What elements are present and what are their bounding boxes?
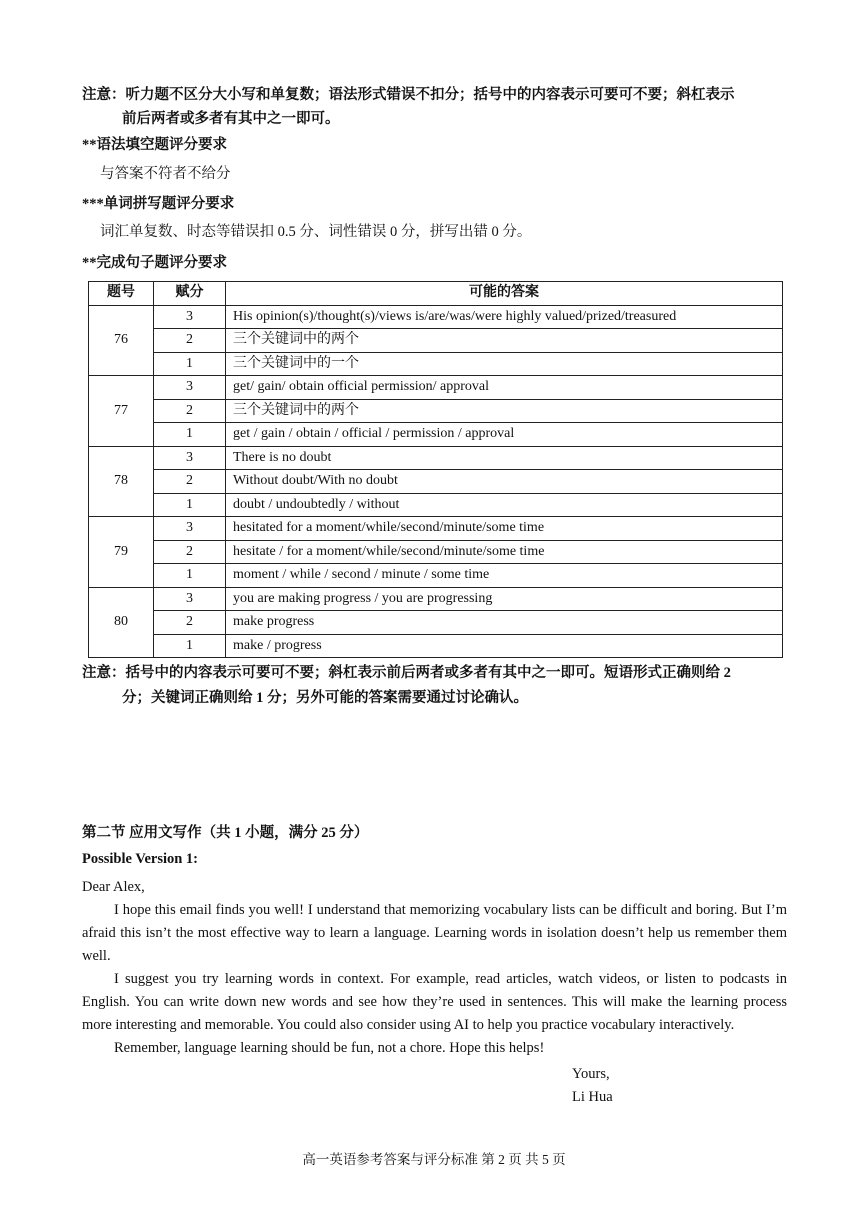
answer-cell: moment / while / second / minute / some time (226, 564, 783, 588)
question-number: 80 (89, 587, 154, 658)
answer-cell: There is no doubt (226, 446, 783, 470)
sample-letter (82, 851, 787, 1060)
completion-note (82, 661, 787, 711)
score-cell: 3 (154, 587, 226, 611)
score-cell: 2 (154, 611, 226, 635)
letter-closing: Yours, (572, 1066, 610, 1082)
answer-cell: make / progress (226, 634, 783, 658)
letter-paragraph: I suggest you try learning words in context. For example, read articles, watch videos, or listen to podcasts in English. You can write down new words and see how they’re used in sentences. This will make the learning process more interesting and memorable. You could also consider using AI to help you practice vocabulary interactively. (82, 971, 787, 1033)
answer-cell: you are making progress / you are progressing (226, 587, 783, 611)
answer-cell: doubt / undoubtedly / without (226, 493, 783, 517)
letter-greeting: Dear Alex, (82, 879, 145, 895)
completion-note-line-1: 注意：括号中的内容表示可要可不要；斜杠表示前后两者或多者有其中之一即可。短语形式正确则给 2 (82, 665, 731, 681)
answer-cell: His opinion(s)/thought(s)/views is/are/was/were highly valued/prized/treasured (226, 305, 783, 329)
question-number: 76 (89, 305, 154, 376)
table-row (89, 399, 783, 423)
version-label: Possible Version 1: (82, 851, 199, 867)
letter-paragraph: I hope this email finds you well! I understand that memorizing vocabulary lists can be difficult and boring. But I’m afraid this isn’t the most effective way to learn a language. Learning words in isolation doesn’t help us remember them well. (82, 902, 787, 964)
listening-note (82, 83, 792, 131)
score-cell: 3 (154, 376, 226, 400)
question-number: 78 (89, 446, 154, 517)
answer-table (88, 281, 783, 658)
completion-title: **完成句子题评分要求 (82, 255, 227, 271)
header-score: 赋分 (154, 282, 226, 306)
table-row (89, 305, 783, 329)
answer-cell: 三个关键词中的一个 (226, 352, 783, 376)
completion-note-line-2: 分；关键词正确则给 1 分；另外可能的答案需要通过讨论确认。 (122, 690, 528, 706)
score-cell: 2 (154, 470, 226, 494)
header-number: 题号 (89, 282, 154, 306)
answer-cell: get / gain / obtain / official / permission / approval (226, 423, 783, 447)
table-row (89, 423, 783, 447)
answer-cell: hesitated for a moment/while/second/minute/some time (226, 517, 783, 541)
grammar-title: **语法填空题评分要求 (82, 137, 227, 153)
answer-cell: get/ gain/ obtain official permission/ approval (226, 376, 783, 400)
score-cell: 1 (154, 423, 226, 447)
table-row (89, 611, 783, 635)
table-header-row (89, 282, 783, 306)
score-cell: 2 (154, 399, 226, 423)
table-row (89, 446, 783, 470)
score-cell: 1 (154, 634, 226, 658)
score-cell: 3 (154, 517, 226, 541)
spelling-text: 词汇单复数、时态等错误扣 0.5 分、词性错误 0 分，拼写出错 0 分。 (100, 224, 532, 240)
answer-cell: 三个关键词中的两个 (226, 329, 783, 353)
note-line-2: 前后两者或多者有其中之一即可。 (122, 111, 340, 127)
table-row (89, 540, 783, 564)
table-row (89, 493, 783, 517)
section-title: 第二节 应用文写作（共 1 小题，满分 25 分） (82, 825, 369, 841)
score-cell: 3 (154, 305, 226, 329)
table-row (89, 564, 783, 588)
answer-cell: make progress (226, 611, 783, 635)
letter-paragraph: Remember, language learning should be fun, not a chore. Hope this helps! (114, 1040, 545, 1056)
table-row (89, 352, 783, 376)
table-row (89, 329, 783, 353)
table-row (89, 634, 783, 658)
score-cell: 3 (154, 446, 226, 470)
table-row (89, 587, 783, 611)
table-row (89, 517, 783, 541)
letter-signature: Li Hua (572, 1089, 613, 1105)
grammar-text: 与答案不符者不给分 (100, 166, 231, 182)
table-row (89, 470, 783, 494)
score-cell: 1 (154, 564, 226, 588)
answer-cell: 三个关键词中的两个 (226, 399, 783, 423)
score-cell: 1 (154, 493, 226, 517)
spelling-title: ***单词拼写题评分要求 (82, 196, 235, 212)
answer-cell: Without doubt/With no doubt (226, 470, 783, 494)
question-number: 79 (89, 517, 154, 588)
header-answer: 可能的答案 (226, 282, 783, 306)
score-cell: 2 (154, 329, 226, 353)
score-cell: 2 (154, 540, 226, 564)
note-line-1: 注意：听力题不区分大小写和单复数；语法形式错误不扣分；括号中的内容表示可要可不要；斜杠表示 (82, 87, 735, 103)
answer-cell: hesitate / for a moment/while/second/minute/some time (226, 540, 783, 564)
score-cell: 1 (154, 352, 226, 376)
page-footer: 高一英语参考答案与评分标准 第 2 页 共 5 页 (302, 1152, 566, 1167)
question-number: 77 (89, 376, 154, 447)
table-row (89, 376, 783, 400)
